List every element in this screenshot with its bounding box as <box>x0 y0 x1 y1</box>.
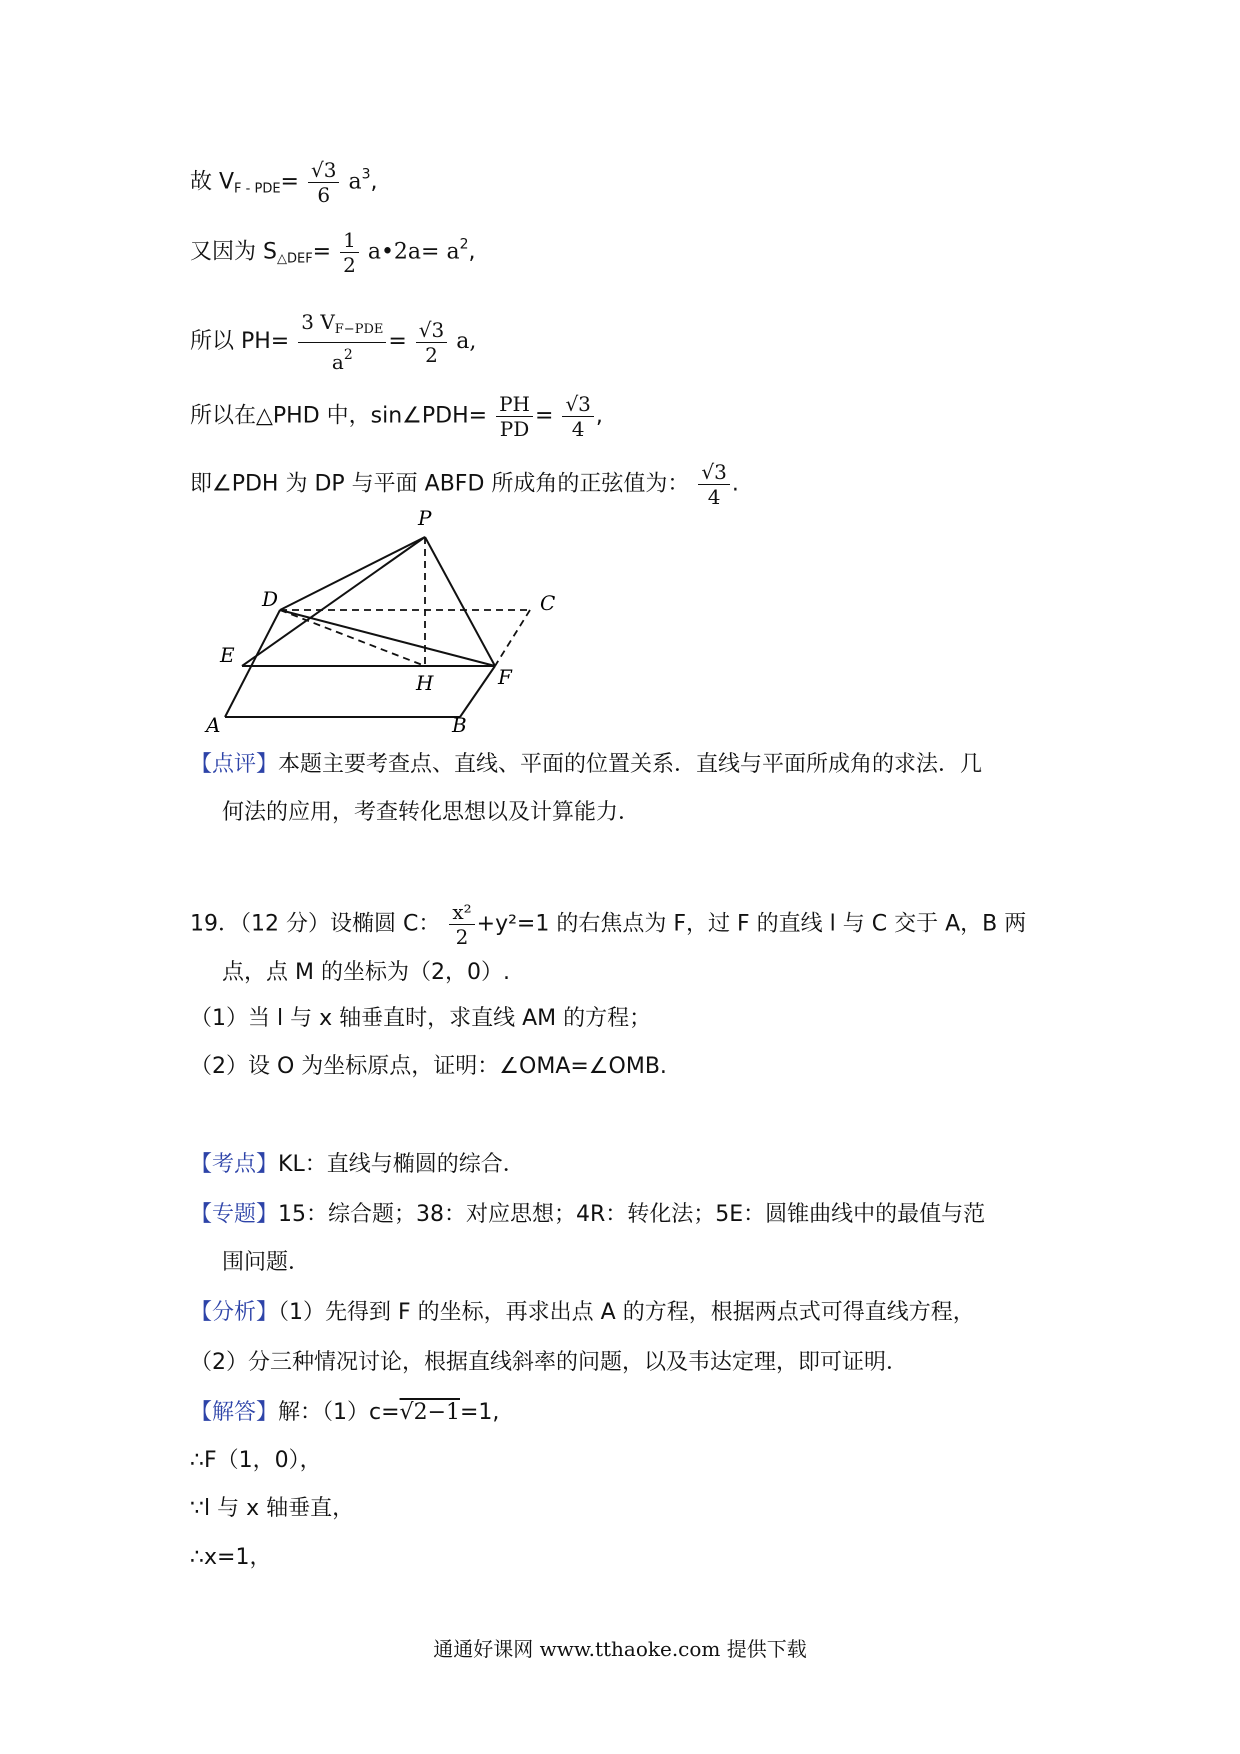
zhuanti-tag: 【专题】 <box>190 1202 279 1227</box>
line-area: 又因为 $S_{\triangle DEF}=$ $\frac{1}{2}$ a•2a= $a^2$, <box>190 228 476 277</box>
dianping-line2: 何法的应用，考查转化思想以及计算能力． <box>222 800 641 825</box>
fenxi-tag: 【分析】 <box>190 1300 279 1325</box>
q19-part1: （1）当 l 与 x 轴垂直时，求直线 AM 的方程； <box>190 1006 652 1031</box>
q19-line1: 19．（12 分）设椭圆 C： $\frac{\text{x²}}{2}$ +y²=1 的右焦点为 F，过 F 的直线 l 与 C 交于 A，B 两 <box>190 900 1027 949</box>
fraction: $\frac{√3}{4}$ <box>562 392 593 441</box>
label-H: H <box>416 671 434 695</box>
step-2: ∵l 与 x 轴垂直， <box>190 1496 355 1521</box>
line-sin: 所以在△PHD 中，sin∠PDH= $\frac{PH}{PD}$ = $\frac{√3}{4}$ , <box>190 392 603 441</box>
zhuanti-line1: 【专题】15：综合题；38：对应思想；4R：转化法；5E：圆锥曲线中的最值与范 <box>190 1202 986 1227</box>
label-D: D <box>262 587 279 611</box>
q19-line2: 点，点 M 的坐标为（2，0）. <box>222 960 510 985</box>
jieda-tag: 【解答】 <box>190 1400 279 1425</box>
fraction: $\frac{1}{2}$ <box>340 228 359 277</box>
label-B: B <box>452 713 467 737</box>
label-F: F <box>498 665 512 689</box>
label-P: P <box>418 506 432 530</box>
fraction: $\frac{√3}{4}$ <box>698 460 729 509</box>
kaodian-tag: 【考点】 <box>190 1152 279 1177</box>
dianping-tag: 【点评】 <box>190 752 279 777</box>
line-ph: 所以 PH= $\frac{3 V_{F-PDE}}{a^2}$ = $\frac{√3}{2}$ a, <box>190 310 477 374</box>
edge-PD <box>280 537 425 610</box>
fraction: $\frac{\text{x²}}{2}$ <box>449 900 474 949</box>
label-E: E <box>220 643 235 667</box>
jieda-line: 【解答】解：（1）c=√2−1=1, <box>190 1400 500 1425</box>
edge-CF <box>495 610 530 666</box>
fraction: $\frac{√3}{6}$ <box>308 158 339 207</box>
fraction: $\frac{3 V_{F-PDE}}{a^2}$ <box>298 310 386 374</box>
footer-credit: 通通好课网 www.tthaoke.com 提供下载 <box>433 1637 807 1661</box>
kaodian-line: 【考点】KL：直线与椭圆的综合． <box>190 1152 525 1177</box>
edge-PF <box>425 537 495 666</box>
fenxi-line2: （2）分三种情况讨论，根据直线斜率的问题，以及韦达定理，即可证明． <box>190 1350 908 1375</box>
step-1: ∴F（1，0）， <box>190 1448 322 1473</box>
dianping-line1: 【点评】本题主要考查点、直线、平面的位置关系．直线与平面所成角的求法．几 <box>190 752 983 777</box>
fenxi-line1: 【分析】（1）先得到 F 的坐标，再求出点 A 的方程，根据两点式可得直线方程， <box>190 1300 975 1325</box>
pyramid-figure <box>190 500 570 740</box>
label-C: C <box>540 591 556 615</box>
edge-DH <box>280 610 425 666</box>
fraction: $\frac{√3}{2}$ <box>416 318 447 367</box>
edge-BF <box>460 666 495 717</box>
step-3: ∴x=1， <box>190 1545 272 1570</box>
edge-DF <box>280 610 495 666</box>
fraction: $\frac{PH}{PD}$ <box>496 392 533 441</box>
zhuanti-line2: 围问题． <box>222 1250 311 1275</box>
line-conclusion: 即∠PDH 为 DP 与平面 ABFD 所成角的正弦值为： $\frac{√3}{4}$ . <box>190 460 739 509</box>
q19-part2: （2）设 O 为坐标原点，证明：∠OMA=∠OMB. <box>190 1054 667 1079</box>
line-volume: 故 $V_{F - PDE}=$ $\frac{√3}{6}$ $a^3$, <box>190 158 378 207</box>
label-A: A <box>206 713 221 737</box>
